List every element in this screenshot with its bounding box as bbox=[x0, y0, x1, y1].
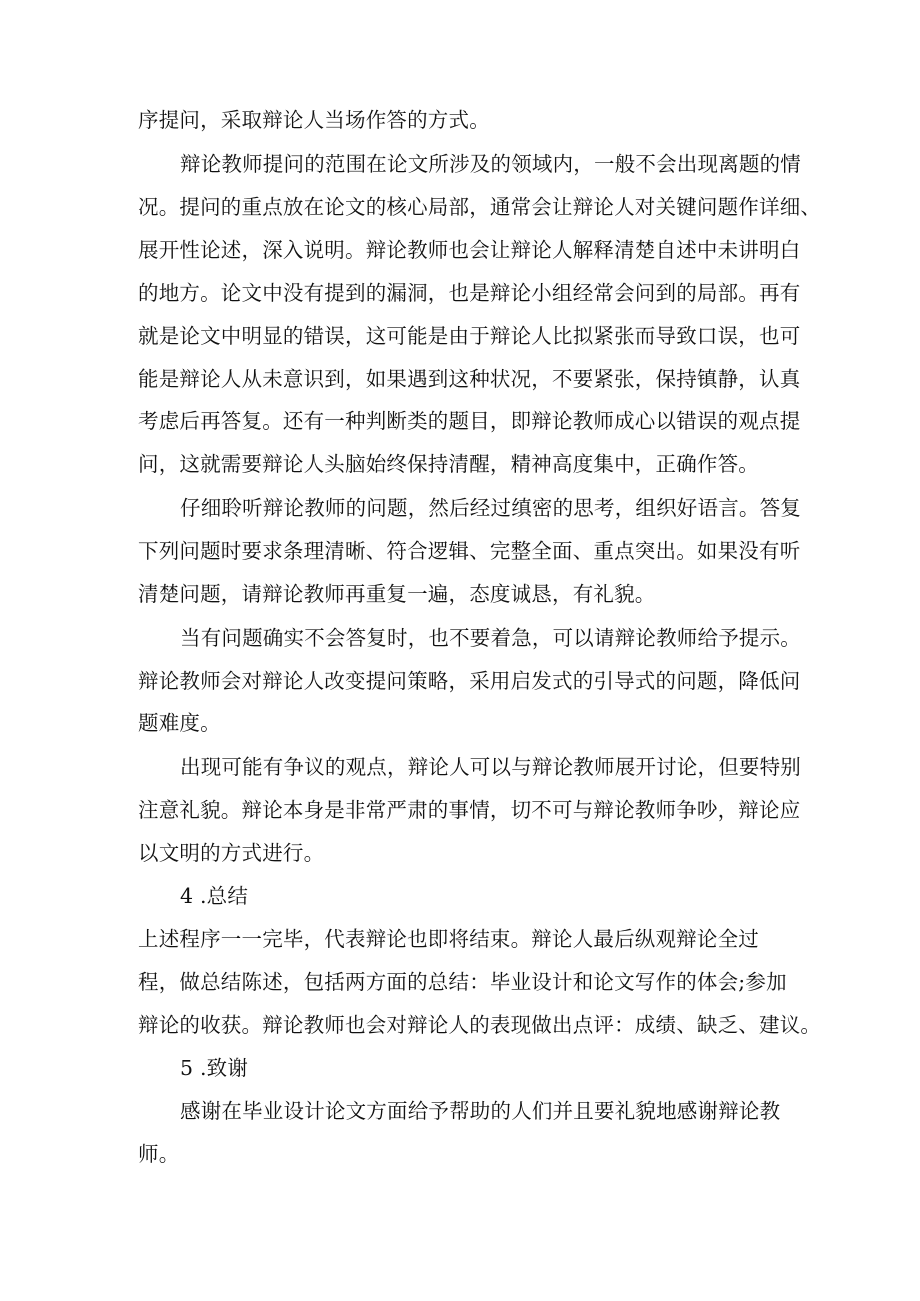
paragraph-line: 师。 bbox=[138, 1142, 180, 1166]
paragraph-line: 况。提问的重点放在论文的核心局部，通常会让辩论人对关键问题作详细、 bbox=[138, 195, 822, 219]
paragraph-line: 的地方。论文中没有提到的漏洞，也是辩论小组经常会问到的局部。再有 bbox=[138, 281, 801, 305]
paragraph-line: 感谢在毕业设计论文方面给予帮助的人们并且要礼貌地感谢辩论教 bbox=[180, 1099, 781, 1123]
paragraph-line: 考虑后再答复。还有一种判断类的题目，即辩论教师成心以错误的观点提 bbox=[138, 409, 801, 433]
paragraph-line: 程，做总结陈述，包括两方面的总结：毕业设计和论文写作的体会;参加 bbox=[138, 970, 787, 994]
paragraph-line: 出现可能有争议的观点，辩论人可以与辩论教师展开讨论，但要特别 bbox=[180, 755, 801, 779]
paragraph-line: 就是论文中明显的错误，这可能是由于辩论人比拟紧张而导致口误，也可 bbox=[138, 324, 801, 348]
paragraph-line: 序提问，采取辩论人当场作答的方式。 bbox=[138, 108, 490, 132]
section-heading: 4 .总结 bbox=[180, 884, 249, 908]
paragraph-line: 下列问题时要求条理清晰、符合逻辑、完整全面、重点突出。如果没有听 bbox=[138, 539, 801, 563]
paragraph-line: 辩论教师提问的范围在论文所涉及的领域内，一般不会出现离题的情 bbox=[180, 152, 801, 176]
paragraph-line: 以文明的方式进行。 bbox=[138, 841, 325, 865]
paragraph-line: 上述程序一一完毕，代表辩论也即将结束。辩论人最后纵观辩论全过 bbox=[138, 927, 759, 951]
paragraph-line: 辩论教师会对辩论人改变提问策略，采用启发式的引导式的问题，降低问 bbox=[138, 669, 801, 693]
paragraph-line: 展开性论述，深入说明。辩论教师也会让辩论人解释清楚自述中未讲明白 bbox=[138, 238, 801, 262]
paragraph-line: 辩论的收获。辩论教师也会对辩论人的表现做出点评：成绩、缺乏、建议。 bbox=[138, 1013, 822, 1037]
section-heading: 5 .致谢 bbox=[180, 1056, 249, 1080]
paragraph-line: 清楚问题，请辩论教师再重复一遍，态度诚恳，有礼貌。 bbox=[138, 582, 656, 606]
paragraph-line: 注意礼貌。辩论本身是非常严肃的事情，切不可与辩论教师争吵，辩论应 bbox=[138, 798, 801, 822]
paragraph-line: 问，这就需要辩论人头脑始终保持清醒，精神高度集中，正确作答。 bbox=[138, 452, 759, 476]
paragraph-line: 当有问题确实不会答复时，也不要着急，可以请辩论教师给予提示。 bbox=[180, 626, 801, 650]
paragraph-line: 仔细聆听辩论教师的问题，然后经过缜密的思考，组织好语言。答复 bbox=[180, 496, 801, 520]
paragraph-line: 能是辩论人从未意识到，如果遇到这种状况，不要紧张，保持镇静，认真 bbox=[138, 367, 801, 391]
paragraph-line: 题难度。 bbox=[138, 711, 221, 735]
